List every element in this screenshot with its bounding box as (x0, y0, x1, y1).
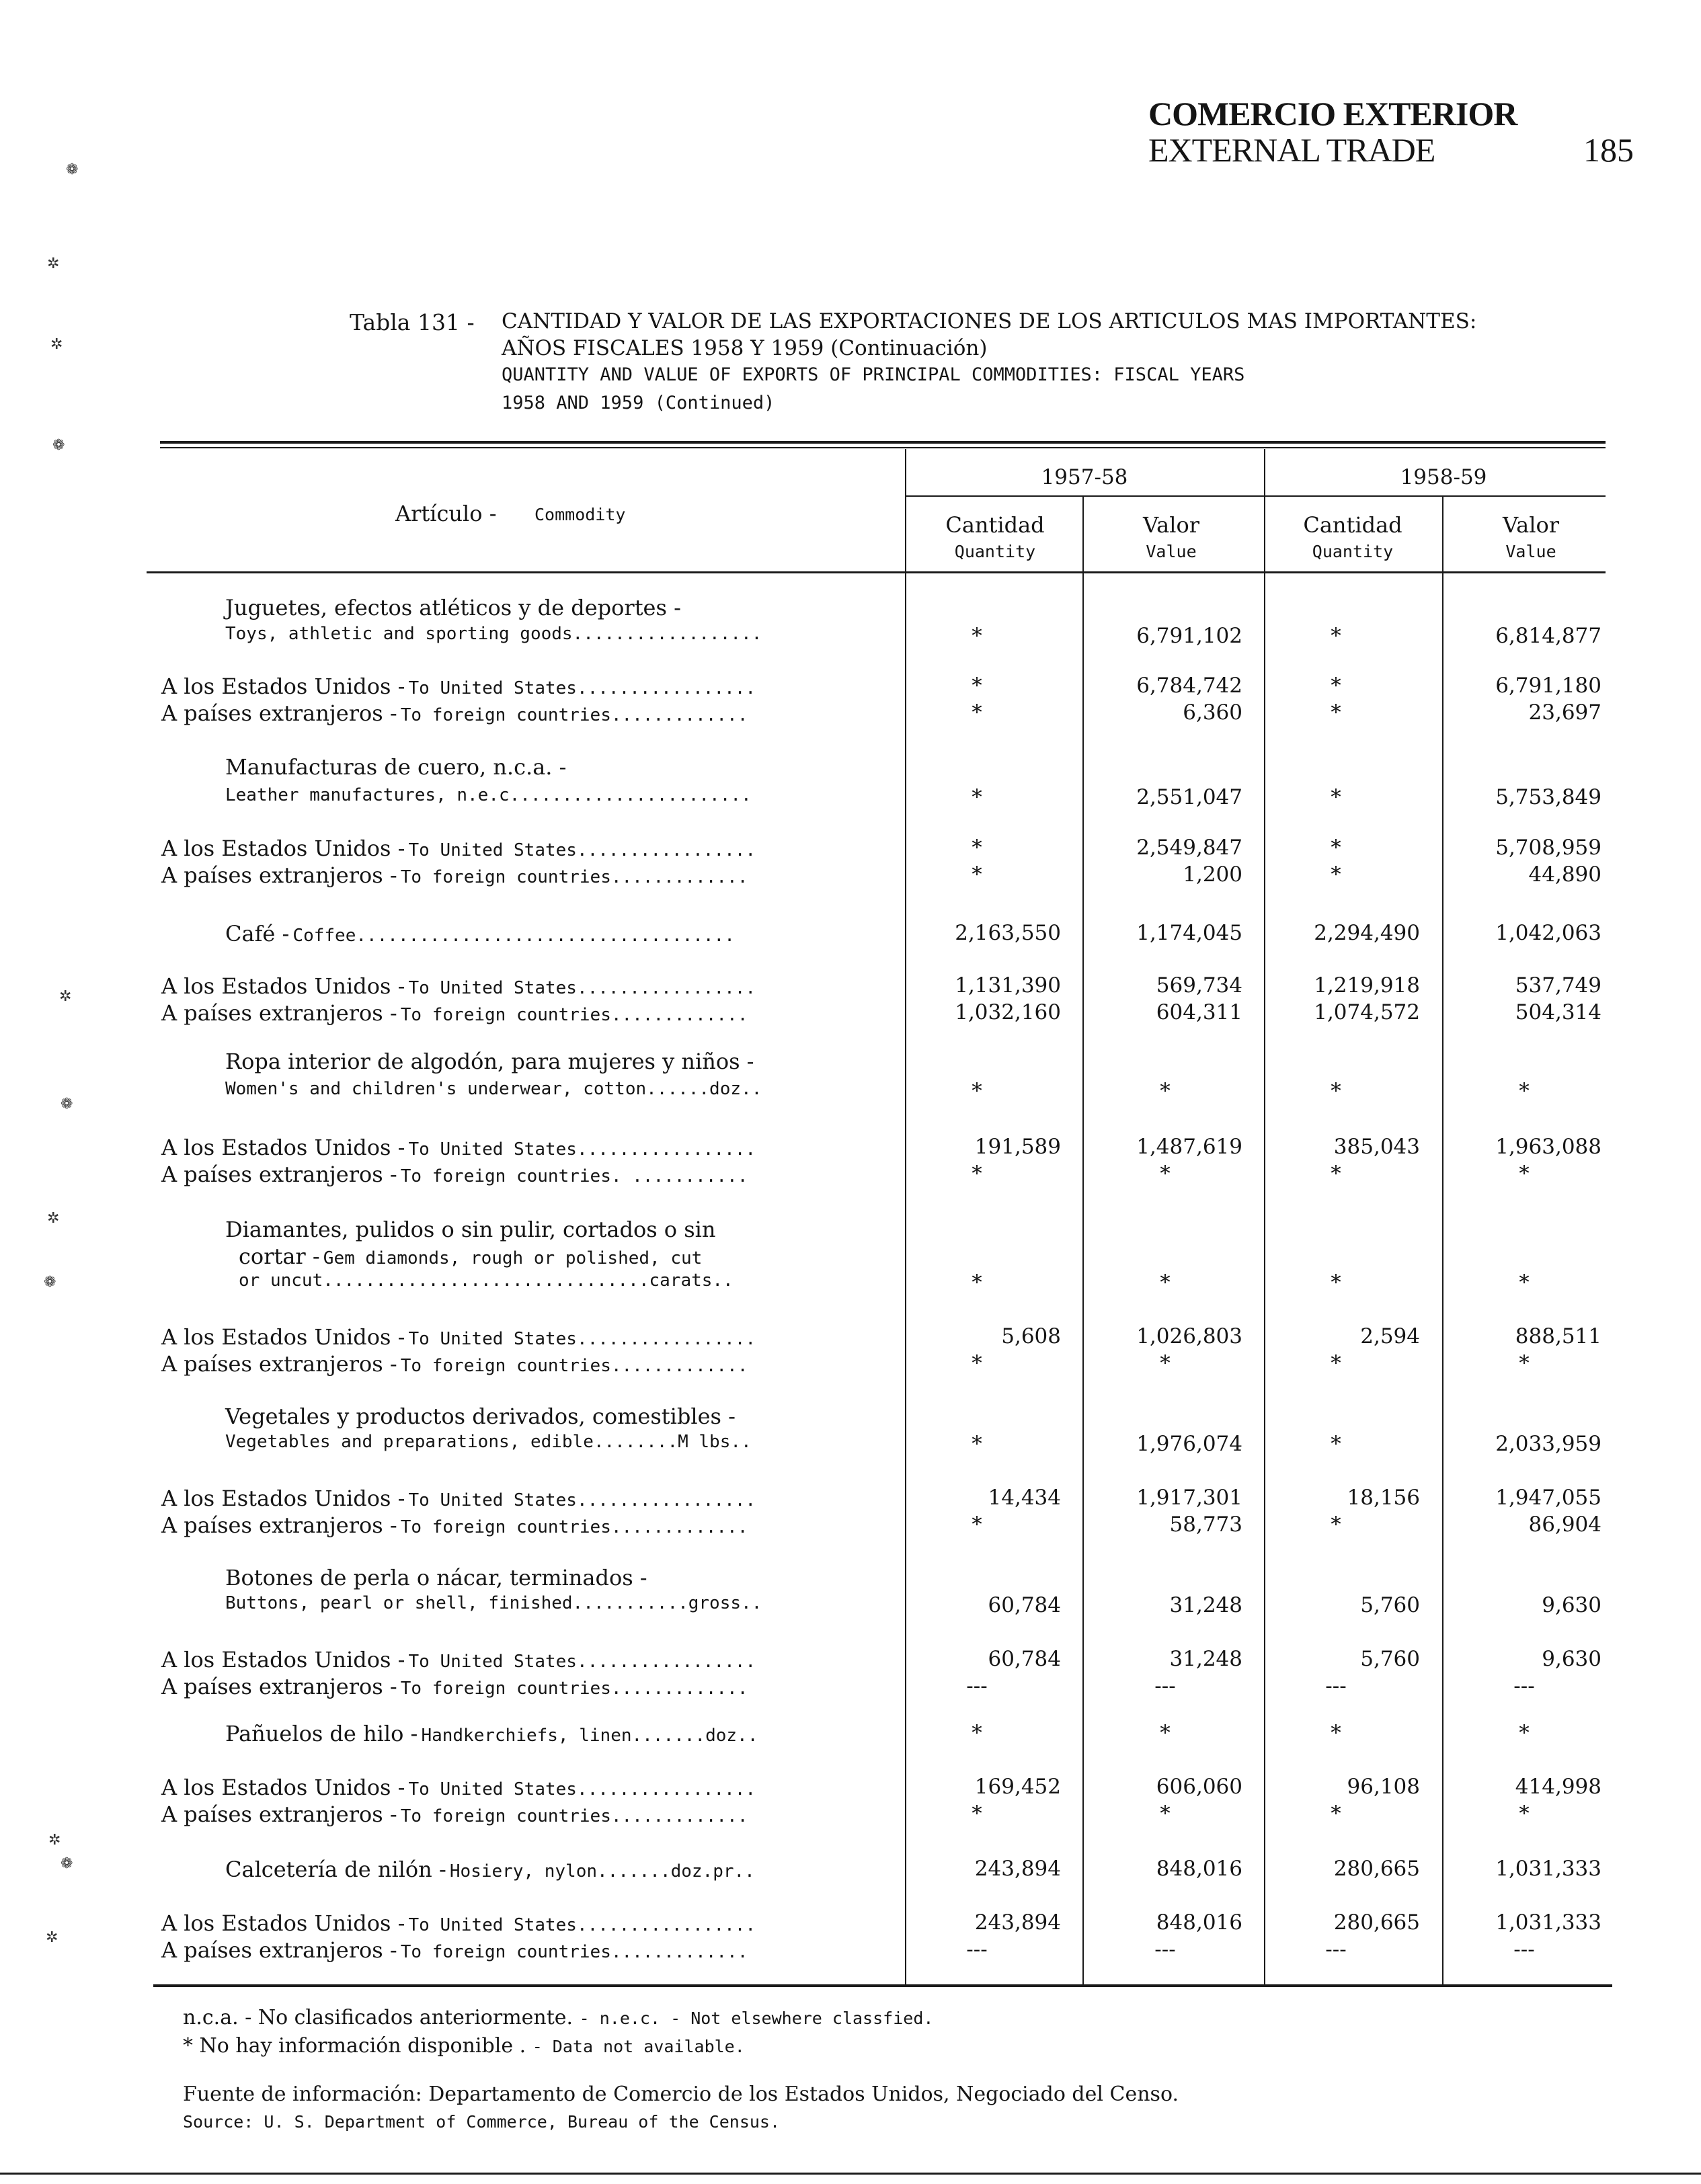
quantity-cell: 280,665 (1333, 1857, 1420, 1881)
value-cell: 23,697 (1528, 700, 1601, 725)
value-cell: 1,174,045 (1136, 921, 1242, 945)
commodity-label-en: To United States................. (408, 1139, 756, 1160)
value-cell: 414,998 (1515, 1775, 1601, 1799)
value-cell: 1,947,055 (1495, 1486, 1601, 1510)
commodity-label-es: Botones de perla o nácar, terminados - (225, 1565, 647, 1590)
scan-speck: ✲ (47, 255, 60, 272)
quantity-cell: 96,108 (1347, 1775, 1420, 1799)
value-cell: * (1160, 1721, 1171, 1745)
table-row-label (161, 1000, 748, 1026)
value-cell: 848,016 (1156, 1910, 1242, 1935)
quantity-cell: * (972, 836, 982, 860)
value-cell: 2,033,959 (1495, 1432, 1601, 1456)
value-cell: 58,773 (1169, 1512, 1242, 1537)
scan-speck: ❁ (61, 1855, 73, 1872)
commodity-label-en: To foreign countries............. (400, 1942, 748, 1962)
quantity-header-es-1: Cantidad (945, 512, 1045, 538)
table-caption-label: Tabla 131 - (350, 309, 475, 335)
table-row-label (225, 1857, 755, 1882)
value-cell: 1,963,088 (1495, 1135, 1601, 1159)
note-not-available (183, 2034, 745, 2058)
quantity-cell: 2,163,550 (955, 921, 1061, 945)
quantity-cell: * (972, 1512, 982, 1537)
table-row-label (161, 1775, 756, 1800)
source-en: Source: U. S. Department of Commerce, Bureau of the Census. (183, 2112, 781, 2132)
commodity-label-es: Calcetería de nilón - (225, 1857, 446, 1882)
commodity-label-es: Juguetes, efectos atléticos y de deportes - (225, 595, 681, 620)
commodity-label-en: To foreign countries. ........... (400, 1166, 748, 1186)
commodity-label-es: A países extranjeros - (161, 1512, 397, 1538)
quantity-cell: 243,894 (974, 1857, 1061, 1881)
quantity-header-en-1: Quantity (954, 542, 1036, 561)
note-not-available-en: - Data not available. (532, 2037, 745, 2056)
commodity-label-en: Women's and children's underwear, cotton......doz.. (225, 1079, 762, 1099)
commodity-header-en: Commodity (535, 505, 626, 524)
quantity-cell: * (1331, 785, 1341, 809)
quantity-cell: * (972, 1351, 982, 1375)
page-number: 185 (1583, 131, 1634, 169)
commodity-label-es: Diamantes, pulidos o sin pulir, cortados o sin (225, 1217, 716, 1242)
commodity-label-es: A los Estados Unidos - (161, 1775, 405, 1800)
commodity-label-en: To United States................. (408, 1915, 756, 1935)
commodity-label-es: Vegetales y productos derivados, comestibles - (225, 1404, 736, 1429)
quantity-header-es-2: Cantidad (1303, 512, 1402, 538)
value-cell: * (1519, 1721, 1530, 1745)
commodity-label-es: A los Estados Unidos - (161, 836, 405, 861)
quantity-cell: 14,434 (988, 1486, 1061, 1510)
commodity-label-en: Coffee.................................... (292, 926, 735, 946)
header-bottom-rule (147, 571, 1606, 573)
commodity-label-es: A los Estados Unidos - (161, 674, 405, 699)
commodity-label-es: A los Estados Unidos - (161, 973, 405, 999)
value-cell: 6,814,877 (1495, 624, 1601, 648)
source-es: Fuente de información: Departamento de Comercio de los Estados Unidos, Negociado del Censo. (183, 2082, 1179, 2106)
quantity-cell: 60,784 (988, 1647, 1061, 1671)
commodity-label-en: To United States................. (408, 1652, 756, 1672)
value-cell: 537,749 (1515, 973, 1601, 998)
commodity-label-en: To United States................. (408, 978, 756, 998)
commodity-label-en: To United States................. (408, 1779, 756, 1799)
table-row-label (161, 1674, 748, 1699)
commodity-label-es: Ropa interior de algodón, para mujeres y niños - (225, 1049, 754, 1074)
table-row-label (225, 1049, 754, 1074)
commodity-label-en: Leather manufactures, n.e.c....................... (225, 785, 752, 805)
value-cell: 848,016 (1156, 1857, 1242, 1881)
value-cell: 504,314 (1515, 1000, 1601, 1024)
table-title-es-line1: CANTIDAD Y VALOR DE LAS EXPORTACIONES DE LOS ARTICULOS MAS IMPORTANTES: (502, 309, 1477, 333)
table-row-label (161, 862, 748, 888)
commodity-label-en: Vegetables and preparations, edible........M lbs.. (225, 1432, 752, 1452)
commodity-label-en: Hosiery, nylon.......doz.pr.. (449, 1861, 755, 1882)
commodity-label-en: Gem diamonds, rough or polished, cut (323, 1248, 703, 1268)
table-row-label (225, 1593, 762, 1613)
table-top-rule-2 (160, 447, 1606, 448)
quantity-cell: 1,074,572 (1314, 1000, 1420, 1024)
commodity-label-es: Café - (225, 921, 290, 946)
table-row-label (225, 1565, 647, 1590)
quantity-cell: 2,594 (1360, 1324, 1420, 1348)
value-cell: * (1519, 1162, 1530, 1186)
table-row-label (225, 1079, 762, 1099)
value-cell: * (1160, 1079, 1171, 1103)
commodity-label-es: A países extranjeros - (161, 1000, 397, 1026)
quantity-cell: * (1331, 862, 1341, 887)
table-row-label (225, 785, 752, 805)
period-divider-rule (906, 495, 1606, 497)
commodity-label-en: Handkerchiefs, linen.......doz.. (421, 1726, 758, 1746)
quantity-cell: * (1331, 1432, 1341, 1456)
value-cell: 5,753,849 (1495, 785, 1601, 809)
value-cell: * (1160, 1351, 1171, 1375)
commodity-label-es: A países extranjeros - (161, 1351, 397, 1377)
quantity-cell: 5,760 (1360, 1647, 1420, 1671)
value-cell: 2,549,847 (1136, 836, 1242, 860)
commodity-label-en: To foreign countries............. (400, 1005, 748, 1025)
value-cell: 6,784,742 (1136, 674, 1242, 698)
table-title-en-line1: QUANTITY AND VALUE OF EXPORTS OF PRINCIPAL COMMODITIES: FISCAL YEARS (502, 364, 1245, 385)
period-1-header: 1957-58 (1041, 465, 1128, 489)
table-row-label (239, 1244, 702, 1269)
quantity-cell: * (972, 1079, 982, 1103)
value-cell: 44,890 (1528, 862, 1601, 887)
col-divider-2 (1082, 497, 1084, 1984)
table-row-label (225, 595, 681, 620)
table-row-label (161, 1351, 748, 1377)
commodity-label-en: or uncut...............................carats.. (239, 1270, 734, 1291)
quantity-cell: 243,894 (974, 1910, 1061, 1935)
commodity-label-es: A los Estados Unidos - (161, 1324, 405, 1350)
col-divider-4 (1442, 497, 1443, 1984)
value-cell: 6,791,180 (1495, 674, 1601, 698)
quantity-cell: 18,156 (1347, 1486, 1420, 1510)
table-row-label (161, 1162, 748, 1187)
table-top-rule (160, 441, 1606, 444)
commodity-label-en: To United States................. (408, 1490, 756, 1510)
value-cell: 1,200 (1183, 862, 1242, 887)
scan-speck: ❁ (61, 1096, 73, 1113)
value-cell: 1,031,333 (1495, 1910, 1601, 1935)
quantity-cell: --- (1325, 1937, 1347, 1961)
value-cell: 31,248 (1169, 1593, 1242, 1617)
value-cell: 5,708,959 (1495, 836, 1601, 860)
commodity-label-en: Toys, athletic and sporting goods.................. (225, 624, 762, 644)
commodity-label-en: To foreign countries............. (400, 867, 748, 887)
commodity-label-es: Manufacturas de cuero, n.c.a. - (225, 754, 567, 780)
value-cell: --- (1513, 1937, 1535, 1961)
table-row-label (161, 1512, 748, 1538)
value-cell: 888,511 (1515, 1324, 1601, 1348)
quantity-cell: * (972, 862, 982, 887)
table-row-label (161, 1486, 756, 1511)
quantity-cell: 385,043 (1333, 1135, 1420, 1159)
table-row-label (225, 624, 762, 644)
quantity-cell: * (972, 1162, 982, 1186)
value-cell: * (1519, 1270, 1530, 1295)
value-header-en-1: Value (1146, 542, 1197, 561)
quantity-cell: 60,784 (988, 1593, 1061, 1617)
quantity-cell: 169,452 (974, 1775, 1061, 1799)
commodity-label-es: A países extranjeros - (161, 700, 397, 726)
commodity-label-es: A países extranjeros - (161, 1937, 397, 1963)
value-cell: 2,551,047 (1136, 785, 1242, 809)
quantity-cell: * (1331, 836, 1341, 860)
commodity-label-es: A los Estados Unidos - (161, 1647, 405, 1672)
value-cell: 569,734 (1156, 973, 1242, 998)
quantity-cell: * (1331, 700, 1341, 725)
commodity-header-es: Artículo - (395, 501, 497, 526)
table-row-label (161, 700, 748, 726)
value-cell: * (1160, 1162, 1171, 1186)
quantity-cell: 5,760 (1360, 1593, 1420, 1617)
value-cell: 9,630 (1542, 1647, 1601, 1671)
value-header-en-2: Value (1505, 542, 1556, 561)
running-header-en: EXTERNAL TRADE (1148, 131, 1435, 169)
quantity-cell: * (1331, 1802, 1341, 1826)
commodity-label-es: A países extranjeros - (161, 1802, 397, 1827)
note-nca-en: - n.e.c. - Not elsewhere classfied. (579, 2009, 934, 2028)
table-bottom-rule (153, 1984, 1612, 1987)
commodity-label-es: A los Estados Unidos - (161, 1486, 405, 1511)
value-cell: --- (1513, 1674, 1535, 1698)
value-cell: * (1160, 1270, 1171, 1295)
scan-speck: ✲ (59, 988, 72, 1005)
quantity-cell: * (972, 700, 982, 725)
commodity-label-en: Buttons, pearl or shell, finished...........gross.. (225, 1593, 762, 1613)
quantity-cell: * (1331, 1351, 1341, 1375)
commodity-label-es: Pañuelos de hilo - (225, 1721, 418, 1746)
value-cell: 86,904 (1528, 1512, 1601, 1537)
table-row-label (161, 1324, 756, 1350)
commodity-label-es: A los Estados Unidos - (161, 1910, 405, 1936)
quantity-cell: * (972, 1721, 982, 1745)
table-row-label (161, 1910, 756, 1936)
value-cell: * (1519, 1079, 1530, 1103)
scan-speck: ✲ (50, 336, 63, 353)
value-cell: 6,360 (1183, 700, 1242, 725)
quantity-cell: --- (966, 1674, 988, 1698)
quantity-cell: 1,219,918 (1314, 973, 1420, 998)
table-row-label (225, 1217, 716, 1242)
quantity-cell: --- (966, 1937, 988, 1961)
commodity-label-es: A países extranjeros - (161, 862, 397, 888)
value-cell: 1,042,063 (1495, 921, 1601, 945)
quantity-cell: --- (1325, 1674, 1347, 1698)
commodity-label-en: To foreign countries............. (400, 1517, 748, 1537)
commodity-label-en: To foreign countries............. (400, 1356, 748, 1376)
quantity-cell: * (1331, 674, 1341, 698)
value-cell: 1,917,301 (1136, 1486, 1242, 1510)
value-cell: 31,248 (1169, 1647, 1242, 1671)
commodity-label-es: cortar - (239, 1244, 320, 1269)
value-cell: 606,060 (1156, 1775, 1242, 1799)
quantity-cell: * (972, 1432, 982, 1456)
table-row-label (225, 921, 735, 946)
commodity-label-en: To United States................. (408, 1329, 756, 1349)
table-row-label (161, 1802, 748, 1827)
scan-speck: ❁ (52, 437, 65, 454)
table-row-label (225, 754, 566, 780)
note-nca-es: n.c.a. - No clasificados anteriormente. (183, 2006, 573, 2029)
scan-speck: ✲ (46, 1929, 58, 1946)
value-cell: 9,630 (1542, 1593, 1601, 1617)
note-not-available-es: * No hay información disponible . (183, 2034, 526, 2058)
value-cell: * (1160, 1802, 1171, 1826)
quantity-cell: 280,665 (1333, 1910, 1420, 1935)
quantity-cell: * (972, 1270, 982, 1295)
quantity-cell: * (1331, 1721, 1341, 1745)
value-cell: 1,026,803 (1136, 1324, 1242, 1348)
quantity-cell: 1,032,160 (955, 1000, 1061, 1024)
table-row-label (225, 1404, 736, 1429)
table-row-label (225, 1432, 752, 1452)
value-cell: --- (1154, 1674, 1176, 1698)
commodity-label-en: To foreign countries............. (400, 1806, 748, 1826)
quantity-cell: * (1331, 624, 1341, 648)
commodity-label-en: To foreign countries............. (400, 705, 748, 725)
value-cell: 1,031,333 (1495, 1857, 1601, 1881)
value-cell: 604,311 (1156, 1000, 1242, 1024)
quantity-cell: 191,589 (974, 1135, 1061, 1159)
commodity-label-en: To United States................. (408, 678, 756, 698)
value-cell: * (1519, 1802, 1530, 1826)
quantity-cell: * (972, 674, 982, 698)
page-footer-rule (0, 2173, 1701, 2175)
table-row-label (161, 1135, 756, 1160)
value-cell: --- (1154, 1937, 1176, 1961)
table-row-label (161, 1647, 756, 1672)
scan-speck: ✲ (47, 1210, 60, 1227)
value-cell: 1,487,619 (1136, 1135, 1242, 1159)
commodity-label-es: A los Estados Unidos - (161, 1135, 405, 1160)
commodity-label-en: To foreign countries............. (400, 1679, 748, 1699)
quantity-cell: 2,294,490 (1314, 921, 1420, 945)
value-cell: 1,976,074 (1136, 1432, 1242, 1456)
quantity-cell: * (1331, 1270, 1341, 1295)
table-row-label (161, 836, 756, 861)
quantity-cell: * (1331, 1512, 1341, 1537)
table-row-label (161, 973, 756, 999)
scan-speck: ❁ (66, 161, 79, 178)
quantity-cell: 5,608 (1001, 1324, 1061, 1348)
table-row-label (161, 674, 756, 699)
quantity-header-en-2: Quantity (1312, 542, 1394, 561)
running-header-es: COMERCIO EXTERIOR (1148, 95, 1517, 132)
table-title-es-line2: AÑOS FISCALES 1958 Y 1959 (Continuación) (502, 336, 988, 360)
period-2-header: 1958-59 (1400, 465, 1487, 489)
quantity-cell: * (1331, 1162, 1341, 1186)
table-title-en-line2: 1958 AND 1959 (Continued) (502, 393, 775, 413)
table-row-label (161, 1937, 748, 1963)
table-row-label (225, 1721, 758, 1746)
commodity-label-es: A países extranjeros - (161, 1162, 397, 1187)
note-nca (183, 2006, 933, 2029)
table-row-label (239, 1270, 734, 1291)
quantity-cell: * (972, 1802, 982, 1826)
value-cell: 6,791,102 (1136, 624, 1242, 648)
scan-speck: ✲ (48, 1832, 61, 1849)
quantity-cell: * (972, 785, 982, 809)
quantity-cell: * (972, 624, 982, 648)
value-header-es-1: Valor (1142, 512, 1200, 538)
scan-speck: ❁ (44, 1274, 56, 1291)
quantity-cell: * (1331, 1079, 1341, 1103)
commodity-label-en: To United States................. (408, 840, 756, 860)
value-cell: * (1519, 1351, 1530, 1375)
commodity-label-es: A países extranjeros - (161, 1674, 397, 1699)
value-header-es-2: Valor (1502, 512, 1560, 538)
quantity-cell: 1,131,390 (955, 973, 1061, 998)
